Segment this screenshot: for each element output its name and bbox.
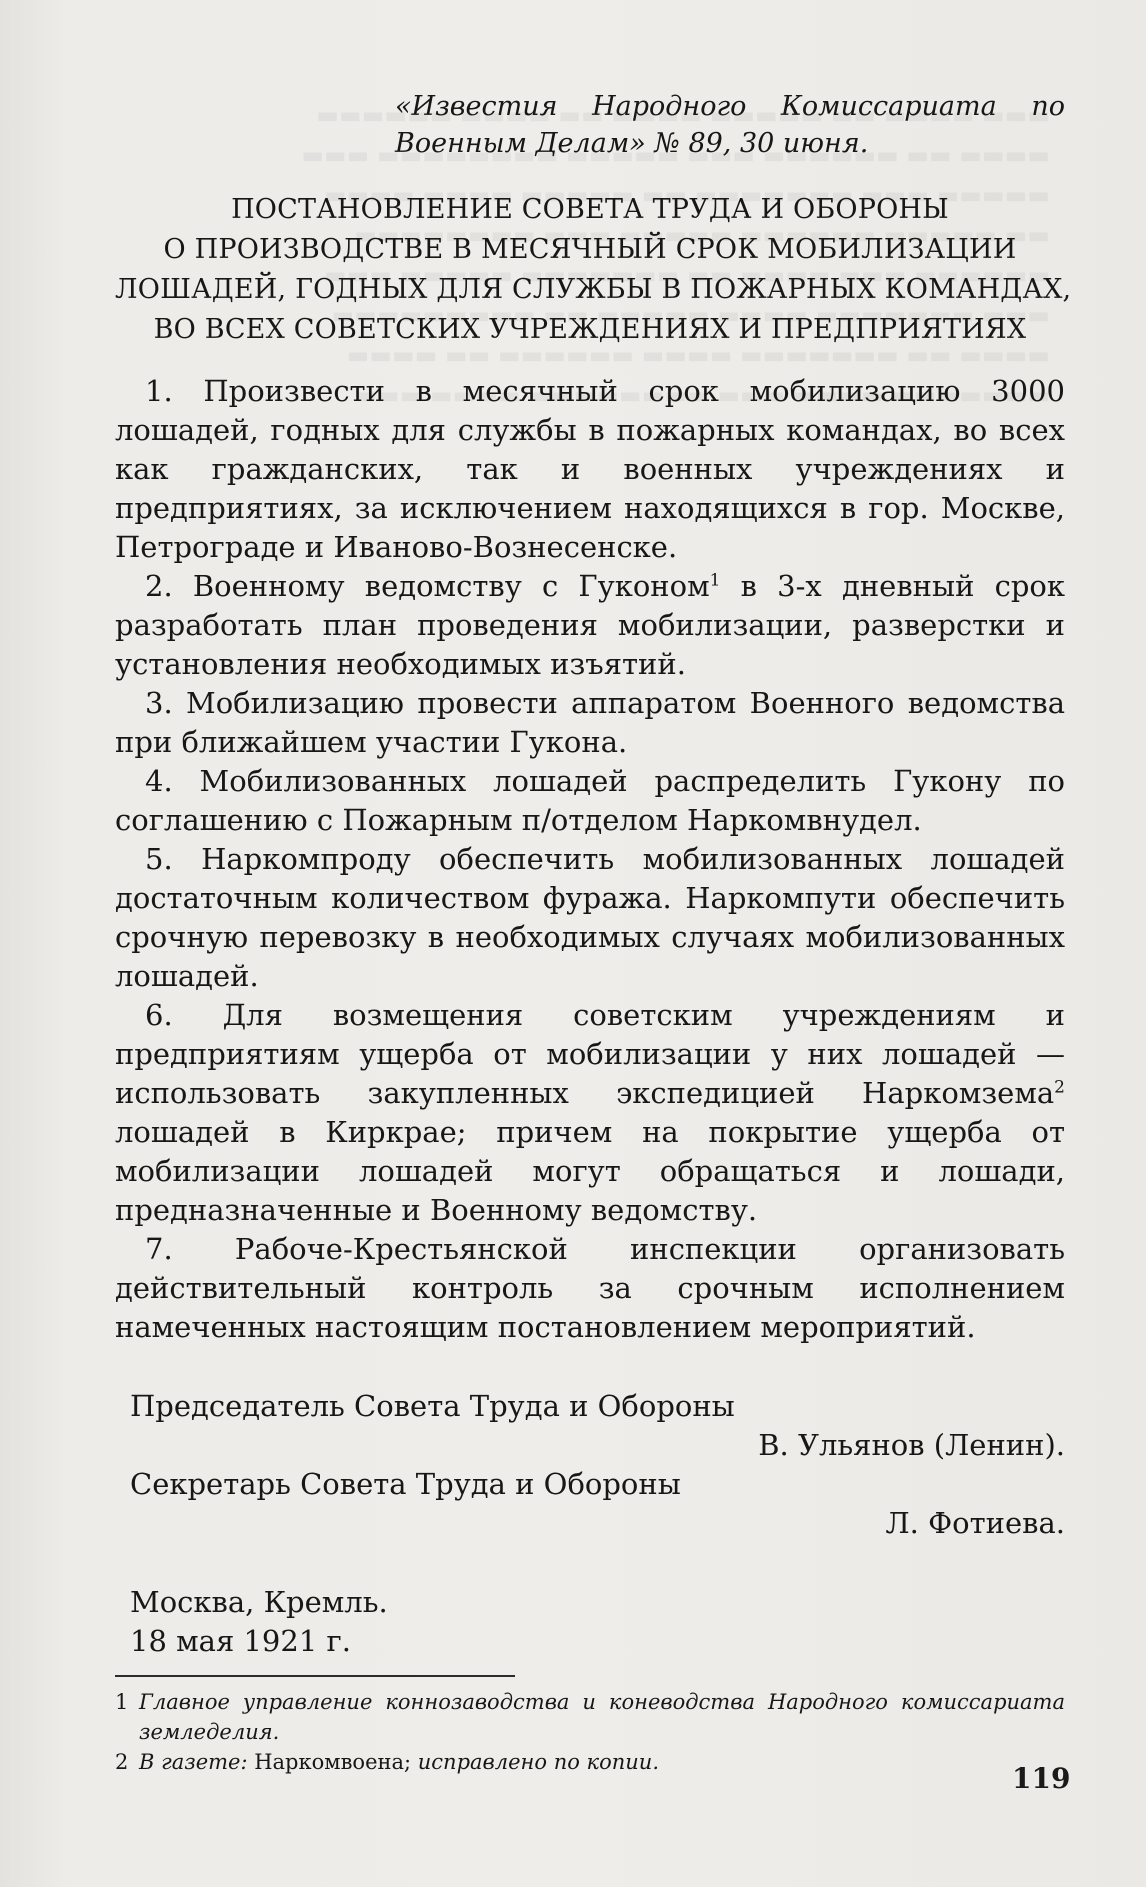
footnote-1-italic-text: Главное управление коннозаводства и коневодства Народного комиссариата земледелия. — [139, 1690, 1065, 1744]
place-and-date — [130, 1583, 1065, 1661]
secretary-name: Л. Фотиева. — [885, 1506, 1065, 1540]
place: Москва, Кремль. — [130, 1585, 388, 1619]
page-number: 119 — [1012, 1762, 1071, 1795]
footnote-2 — [115, 1747, 1065, 1777]
footnote-2-number: 2 — [115, 1750, 129, 1774]
title-line-4: ВО ВСЕХ СОВЕТСКИХ УЧРЕЖДЕНИЯХ И ПРЕДПРИЯТИЯХ — [153, 314, 1027, 345]
document-content — [115, 88, 1072, 1777]
paragraph-2 — [115, 567, 1065, 684]
signatures — [115, 1387, 1065, 1543]
footnote-2-text — [139, 1747, 1065, 1777]
footnote-1-text — [139, 1687, 1065, 1747]
paragraph-6-start: 6. Для возмещения советским учреждениям и предприятиям ущерба от мобилизации у них лошадей — использовать закупленных экспедицией Наркомзема — [115, 998, 1065, 1110]
title-line-2: О ПРОИЗВОДСТВЕ В МЕСЯЧНЫЙ СРОК МОБИЛИЗАЦИИ — [163, 234, 1017, 265]
source-citation: «Известия Народного Комиссариата по Военным Делам» № 89, 30 июня. — [395, 91, 1065, 159]
date: 18 мая 1921 г. — [130, 1624, 351, 1658]
chair-name: В. Ульянов (Ленин). — [758, 1428, 1065, 1462]
title-line-1: ПОСТАНОВЛЕНИЕ СОВЕТА ТРУДА И ОБОРОНЫ — [231, 194, 949, 225]
footnote-divider — [115, 1675, 515, 1677]
footnote-ref-1[interactable]: 1 — [709, 570, 721, 591]
footnote-ref-2[interactable]: 2 — [1054, 1077, 1065, 1098]
paragraph-2-end: в 3-х дневный срок разработать план проведения мобилизации, разверстки и установления необходимых изъятий. — [115, 569, 1065, 681]
secretary-role: Секретарь Совета Труда и Обороны — [130, 1467, 681, 1501]
paragraph-4: 4. Мобилизованных лошадей распределить Гукону по соглашению с Пожарным п/отделом Наркомвнудел. — [115, 764, 1065, 837]
title-line-3: ЛОШАДЕЙ, ГОДНЫХ ДЛЯ СЛУЖБЫ В ПОЖАРНЫХ КОМАНДАХ, — [115, 274, 1072, 305]
paragraph-2-start: 2. Военному ведомству с Гуконом — [145, 569, 710, 603]
paragraph-1: 1. Произвести в месячный срок мобилизацию 3000 лошадей, годных для службы в пожарных командах, во всех как гражданских, так и военных учреждениях и предприятиях, за исключением находящихся в гор. Москве, Петрограде и Иваново-Вознесенске. — [115, 374, 1065, 564]
paragraph-5: 5. Наркомпроду обеспечить мобилизованных лошадей достаточным количеством фуража. Наркомпути обеспечить срочную перевозку в необходимых случаях мобилизованных лошадей. — [115, 842, 1065, 993]
footnote-2-mid: Наркомвоена; — [247, 1750, 418, 1774]
footnote-1-number: 1 — [115, 1690, 129, 1714]
footnote-2-lead: В газете: — [139, 1750, 248, 1774]
chair-role: Председатель Совета Труда и Обороны — [130, 1389, 735, 1423]
resolution-body — [115, 372, 1065, 1347]
footnote-2-tail: исправлено по копии. — [417, 1750, 659, 1774]
paragraph-3: 3. Мобилизацию провести аппаратом Военного ведомства при ближайшем участии Гукона. — [115, 686, 1065, 759]
paragraph-7: 7. Рабоче-Крестьянской инспекции организовать действительный контроль за срочным исполнением намеченных настоящим постановлением мероприятий. — [115, 1232, 1065, 1344]
paragraph-6 — [115, 996, 1065, 1230]
footnotes — [115, 1687, 1065, 1777]
paragraph-6-end: лошадей в Киркрае; причем на покрытие ущерба от мобилизации лошадей могут обращаться и лошади, предназначенные и Военному ведомству. — [115, 1115, 1065, 1227]
document-title — [115, 190, 1072, 350]
footnote-1 — [115, 1687, 1065, 1747]
